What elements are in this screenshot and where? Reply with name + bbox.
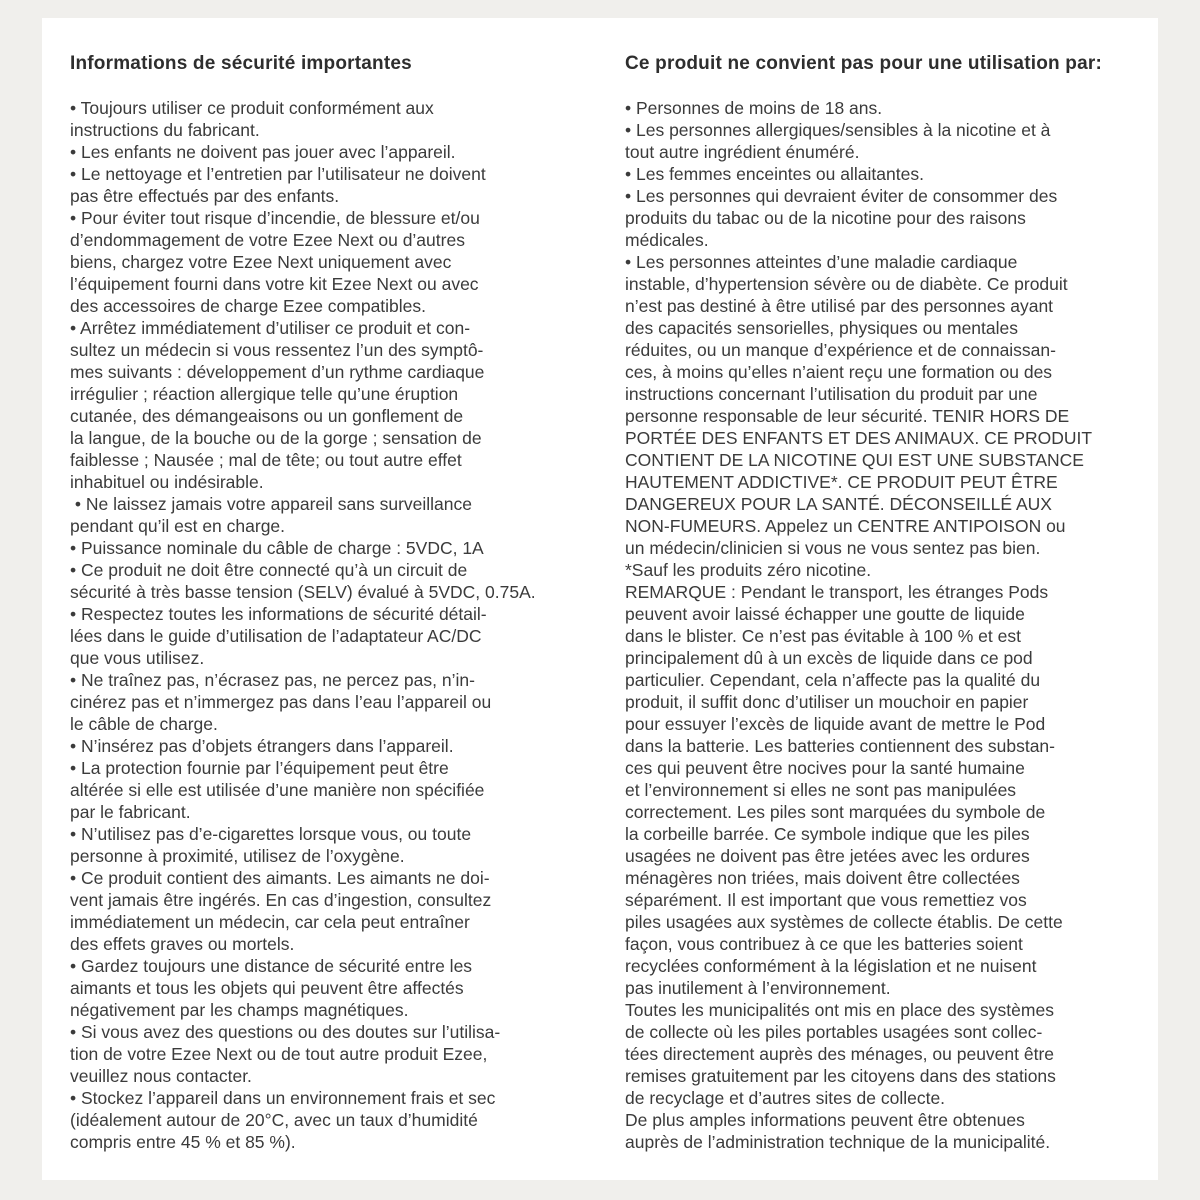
text-line: des effets graves ou mortels. xyxy=(70,934,295,954)
text-line: CONTIENT DE LA NICOTINE QUI EST UNE SUBSTANCE xyxy=(625,450,1084,470)
text-line: cinérez pas et n’immergez pas dans l’eau l’appareil ou xyxy=(70,692,492,712)
text-line: sultez un médecin si vous ressentez l’un des symptô- xyxy=(70,340,484,360)
text-line: • Si vous avez des questions ou des doutes sur l’utilisa- xyxy=(70,1022,501,1042)
text-line: veuillez nous contacter. xyxy=(70,1066,252,1086)
text-line: et l’environnement si elles ne sont pas manipulées xyxy=(625,780,1017,800)
text-line: REMARQUE : Pendant le transport, les étranges Pods xyxy=(625,582,1049,602)
text-line: pour essuyer l’excès de liquide avant de mettre le Pod xyxy=(625,714,1046,734)
text-line: • Toujours utiliser ce produit conformément aux xyxy=(70,98,434,118)
text-line: • Les personnes allergiques/sensibles à la nicotine et à xyxy=(625,120,1051,140)
safety-info-title: Informations de sécurité importantes xyxy=(70,53,412,74)
text-line: ces qui peuvent être nocives pour la santé humaine xyxy=(625,758,1025,778)
text-line: compris entre 45 % et 85 %). xyxy=(70,1132,296,1152)
text-line: vent jamais être ingérés. En cas d’ingestion, consultez xyxy=(70,890,492,910)
text-line: (idéalement autour de 20°C, avec un taux d’humidité xyxy=(70,1110,478,1130)
text-line: instructions du fabricant. xyxy=(70,120,260,140)
text-line: instructions concernant l’utilisation du produit par une xyxy=(625,384,1038,404)
text-line: principalement dû à un excès de liquide dans ce pod xyxy=(625,648,1033,668)
text-line: ménagères non triées, mais doivent être collectées xyxy=(625,868,1020,888)
text-line: d’endommagement de votre Ezee Next ou d’autres xyxy=(70,230,465,250)
text-line: HAUTEMENT ADDICTIVE*. CE PRODUIT PEUT ÊTRE xyxy=(625,472,1058,492)
text-line: • Le nettoyage et l’entretien par l’utilisateur ne doivent xyxy=(70,164,486,184)
text-line: tout autre ingrédient énuméré. xyxy=(625,142,860,162)
text-line: De plus amples informations peuvent être obtenues xyxy=(625,1110,1025,1130)
text-line: façon, vous contribuez à ce que les batteries soient xyxy=(625,934,1023,954)
text-line: que vous utilisez. xyxy=(70,648,205,668)
text-line: • N’utilisez pas d’e-cigarettes lorsque vous, ou toute xyxy=(70,824,472,844)
text-line: médicales. xyxy=(625,230,709,250)
text-line: personne à proximité, utilisez de l’oxygène. xyxy=(70,846,405,866)
text-line: Toutes les municipalités ont mis en place des systèmes xyxy=(625,1000,1054,1020)
text-line: • Puissance nominale du câble de charge : 5VDC, 1A xyxy=(70,538,484,558)
safety-info-column xyxy=(70,52,625,1153)
text-line: biens, chargez votre Ezee Next uniquement avec xyxy=(70,252,452,272)
text-line: inhabituel ou indésirable. xyxy=(70,472,264,492)
text-line: séparément. Il est important que vous remettiez vos xyxy=(625,890,1027,910)
text-line: • Ne traînez pas, n’écrasez pas, ne percez pas, n’in- xyxy=(70,670,475,690)
text-line: ces, à moins qu’elles n’aient reçu une formation ou des xyxy=(625,362,1053,382)
text-line: un médecin/clinicien si vous ne vous sentez pas bien. xyxy=(625,538,1041,558)
unsuitable-users-column xyxy=(625,52,1138,1153)
text-line: • Les enfants ne doivent pas jouer avec l’appareil. xyxy=(70,142,456,162)
text-line: lées dans le guide d’utilisation de l’adaptateur AC/DC xyxy=(70,626,482,646)
text-line: correctement. Les piles sont marquées du symbole de xyxy=(625,802,1046,822)
two-column-layout xyxy=(42,18,1158,1153)
text-line: DANGEREUX POUR LA SANTÉ. DÉCONSEILLÉ AUX xyxy=(625,494,1052,514)
content-panel xyxy=(42,18,1158,1180)
text-line: cutanée, des démangeaisons ou un gonflement de xyxy=(70,406,464,426)
text-line: dans le blister. Ce n’est pas évitable à 100 % et est xyxy=(625,626,1021,646)
text-line: *Sauf les produits zéro nicotine. xyxy=(625,560,872,580)
text-line: usagées ne doivent pas être jetées avec les ordures xyxy=(625,846,1030,866)
text-line: l’équipement fourni dans votre kit Ezee Next ou avec xyxy=(70,274,479,294)
text-line: • La protection fournie par l’équipement peut être xyxy=(70,758,449,778)
text-line: recyclées conformément à la législation et ne nuisent xyxy=(625,956,1037,976)
text-line: pendant qu’il est en charge. xyxy=(70,516,286,536)
text-line: piles usagées aux systèmes de collecte établis. De cette xyxy=(625,912,1063,932)
text-line: • Stockez l’appareil dans un environnement frais et sec xyxy=(70,1088,496,1108)
text-line: faiblesse ; Nausée ; mal de tête; ou tout autre effet xyxy=(70,450,462,470)
text-line: de collecte où les piles portables usagées sont collec- xyxy=(625,1022,1043,1042)
safety-info-text xyxy=(70,97,625,1153)
text-line: particulier. Cependant, cela n’affecte pas la qualité du xyxy=(625,670,1041,690)
text-line: dans la batterie. Les batteries contiennent des substan- xyxy=(625,736,1055,756)
text-line: n’est pas destiné à être utilisé par des personnes ayant xyxy=(625,296,1054,316)
text-line: • Les personnes qui devraient éviter de consommer des xyxy=(625,186,1058,206)
text-line: • Personnes de moins de 18 ans. xyxy=(625,98,883,118)
text-line: sécurité à très basse tension (SELV) évalué à 5VDC, 0.75A. xyxy=(70,582,536,602)
text-line: personne responsable de leur sécurité. TENIR HORS DE xyxy=(625,406,1070,426)
unsuitable-users-text xyxy=(625,97,1138,1153)
text-line: tion de votre Ezee Next ou de tout autre produit Ezee, xyxy=(70,1044,488,1064)
text-line: instable, d’hypertension sévère ou de diabète. Ce produit xyxy=(625,274,1068,294)
text-line: remises gratuitement par les citoyens dans des stations xyxy=(625,1066,1056,1086)
text-line: • Pour éviter tout risque d’incendie, de blessure et/ou xyxy=(70,208,480,228)
text-line: auprès de l’administration technique de la municipalité. xyxy=(625,1132,1051,1152)
text-line: PORTÉE DES ENFANTS ET DES ANIMAUX. CE PRODUIT xyxy=(625,428,1093,448)
text-line: • Les personnes atteintes d’une maladie cardiaque xyxy=(625,252,1018,272)
text-line: • Respectez toutes les informations de sécurité détail- xyxy=(70,604,487,624)
text-line: mes suivants : développement d’un rythme cardiaque xyxy=(70,362,485,382)
text-line: produits du tabac ou de la nicotine pour des raisons xyxy=(625,208,1026,228)
text-line: réduites, ou un manque d’expérience et de connaissan- xyxy=(625,340,1056,360)
text-line: pas inutilement à l’environnement. xyxy=(625,978,891,998)
text-line: NON-FUMEURS. Appelez un CENTRE ANTIPOISON ou xyxy=(625,516,1066,536)
text-line: • Ne laissez jamais votre appareil sans surveillance xyxy=(70,494,472,514)
text-line: aimants et tous les objets qui peuvent être affectés xyxy=(70,978,464,998)
text-line: • Les femmes enceintes ou allaitantes. xyxy=(625,164,924,184)
text-line: des accessoires de charge Ezee compatibles. xyxy=(70,296,427,316)
text-line: le câble de charge. xyxy=(70,714,218,734)
text-line: produit, il suffit donc d’utiliser un mouchoir en papier xyxy=(625,692,1029,712)
text-line: tées directement auprès des ménages, ou peuvent être xyxy=(625,1044,1055,1064)
text-line: • Arrêtez immédiatement d’utiliser ce produit et con- xyxy=(70,318,471,338)
text-line: négativement par les champs magnétiques. xyxy=(70,1000,409,1020)
text-line: la corbeille barrée. Ce symbole indique que les piles xyxy=(625,824,1030,844)
text-line: peuvent avoir laissé échapper une goutte de liquide xyxy=(625,604,1025,624)
text-line: la langue, de la bouche ou de la gorge ; sensation de xyxy=(70,428,482,448)
text-line: altérée si elle est utilisée d’une manière non spécifiée xyxy=(70,780,485,800)
text-line: des capacités sensorielles, physiques ou mentales xyxy=(625,318,1018,338)
text-line: • Ce produit contient des aimants. Les aimants ne doi- xyxy=(70,868,490,888)
text-line: irrégulier ; réaction allergique telle qu’une éruption xyxy=(70,384,459,404)
unsuitable-users-title: Ce produit ne convient pas pour une utilisation par: xyxy=(625,53,1102,74)
text-line: pas être effectués par des enfants. xyxy=(70,186,340,206)
text-line: immédiatement un médecin, car cela peut entraîner xyxy=(70,912,470,932)
text-line: • N’insérez pas d’objets étrangers dans l’appareil. xyxy=(70,736,454,756)
text-line: de recyclage et d’autres sites de collecte. xyxy=(625,1088,946,1108)
text-line: • Ce produit ne doit être connecté qu’à un circuit de xyxy=(70,560,468,580)
text-line: par le fabricant. xyxy=(70,802,191,822)
text-line: • Gardez toujours une distance de sécurité entre les xyxy=(70,956,473,976)
